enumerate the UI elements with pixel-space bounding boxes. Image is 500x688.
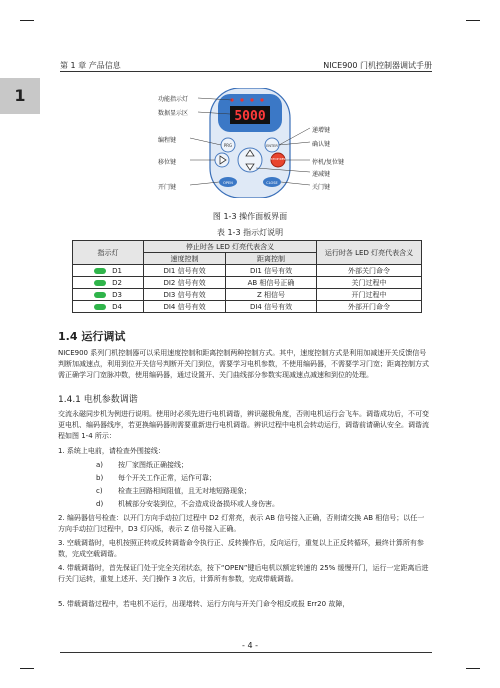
led-cell: D4 [73,301,144,313]
speed-cell: DI3 信号有效 [144,289,226,301]
step-5: 5. 带载调谐过程中，若电机不运行，出现堵转、运行方向与开关门命令相反或报 Err20 故障， [58,600,350,608]
speed-cell: DI2 信号有效 [144,277,226,289]
open-key-label: OPEN [223,181,233,185]
crop-mark [20,20,34,21]
operation-panel-figure [158,88,345,198]
header-indicator: 指示灯 [73,241,144,265]
label-open-key: 开门键 [158,184,177,191]
list-item: b) 每个开关工作正常，运作可靠； [96,474,216,482]
led-cell: D3 [73,289,144,301]
display-value: 5000 [234,109,266,124]
label-shift-key: 移位键 [158,159,177,166]
subsection-heading: 1.4.1 电机参数调谐 [58,395,138,405]
header-rule [60,71,432,72]
table-caption: 表 1-3 指示灯说明 [216,228,284,237]
speed-cell: DI1 信号有效 [144,265,226,277]
speed-cell: DI4 信号有效 [144,301,226,313]
led-cell: D2 [73,277,144,289]
page-number: - 4 - [242,641,258,650]
table-row [73,301,422,313]
table-row [73,289,422,301]
run-cell: 关门过程中 [317,277,422,289]
table-header-row [73,241,422,253]
run-cell: 外部关门命令 [317,265,422,277]
green-led-icon [94,268,106,274]
section-heading: 1.4 运行调试 [58,330,126,343]
step-2: 2. 编码器信号检查：以开门方向手动拉门过程中 D2 灯常亮，表示 AB 信号接入正确，否则请交换 AB 相信号；以任一方向手动拉门过程中，D3 灯闪烁，表示 Z 信号接入正确。 [58,514,425,533]
prg-key-label: PRG [223,143,233,148]
step-4: 4. 带载调谐时，首先保证门处于完全关闭状态，按下“OPEN”键后电机以额定转速的 25% 缓慢开门，运行一定距离后进行关门运转，重复上述开、关门操作 3 次后，计算所有参数，完成带载调谐。 [58,564,429,583]
label-stop-reset-key: 停机/复位键 [312,159,345,166]
list-item: d) 机械部分安装到位，不会造成设备损坏或人身伤害。 [96,500,279,508]
indicator-table [72,240,422,313]
close-key-label: CLOSE [266,181,278,185]
run-cell: 开门过程中 [317,289,422,301]
stop-key-label: STOP RES [270,157,286,161]
header-distance-control: 距离控制 [226,253,317,265]
list-item: c) 检查主回路相间阻值，且无对地短路现象； [96,487,251,495]
section-paragraph: NICE900 系列门机控制器可以采用速度控制和距离控制两种控制方式。其中，速度控制方式是利用加减速开关反馈信号判断加减速点，利用到位开关信号判断开关门到位，需要学习电机参数，不使用编码器，不需要学习门宽；距离控制方式需正确学习门宽脉冲数，使用编码器，通过设置开、关门曲线部分参数实现减速点减速和到位的处理。 [58,349,429,379]
enter-key-label: ENTER [266,144,278,148]
table-row [73,277,422,289]
header-stop-meaning: 停止时各 LED 灯亮代表含义 [144,241,317,253]
header-manual-title: NICE900 门机控制器调试手册 [323,61,432,70]
crop-mark [20,668,34,669]
figure-caption: 图 1-3 操作面板界面 [212,212,288,221]
led-cell: D1 [73,265,144,277]
step-3: 3. 空载调谐时，电机按照正转或反转调谐命令执行正、反转操作后，反向运行，重复以上正反转循环，最终计算所有参数，完成空载调谐。 [58,539,424,558]
green-led-icon [94,304,106,310]
green-led-icon [94,280,106,286]
table-row [73,265,422,277]
page-header [60,58,432,72]
chapter-tab: 1 [0,78,40,114]
label-function-indicator: 功能指示灯 [158,96,189,103]
header-chapter: 第 1 章 产品信息 [60,61,121,70]
label-data-display: 数据显示区 [158,110,189,117]
crop-mark [466,668,480,669]
step-1: 1. 系统上电前，请检查外围接线： [58,447,165,455]
label-program-key: 编程键 [158,137,177,144]
distance-cell: DI4 信号有效 [226,301,317,313]
distance-cell: DI1 信号有效 [226,265,317,277]
footer-rule [60,652,432,653]
list-item: a) 按厂家图纸正确接线； [96,461,188,469]
header-run-meaning: 运行时各 LED 灯亮代表含义 [317,241,422,265]
subsection-paragraph: 交流永磁同步机为例进行说明。使用时必须先进行电机调谐，辨识磁极角度，否则电机运行会飞车。调谐成功后，不可变更电机、编码器线序，若更换编码器则需要重新进行电机调谐。辨识过程中电机会转动运行，调谐前请确认安全。调谐流程如图 1-4 所示： [58,410,429,440]
crop-mark [466,20,480,21]
label-decrement-key: 递减键 [312,171,331,178]
header-speed-control: 速度控制 [144,253,226,265]
label-close-key: 关门键 [312,184,331,191]
distance-cell: AB 相信号正确 [226,277,317,289]
distance-cell: Z 相信号 [226,289,317,301]
label-confirm-key: 确认键 [312,141,331,148]
green-led-icon [94,292,106,298]
label-increment-key: 递增键 [312,127,331,134]
run-cell: 外部开门命令 [317,301,422,313]
